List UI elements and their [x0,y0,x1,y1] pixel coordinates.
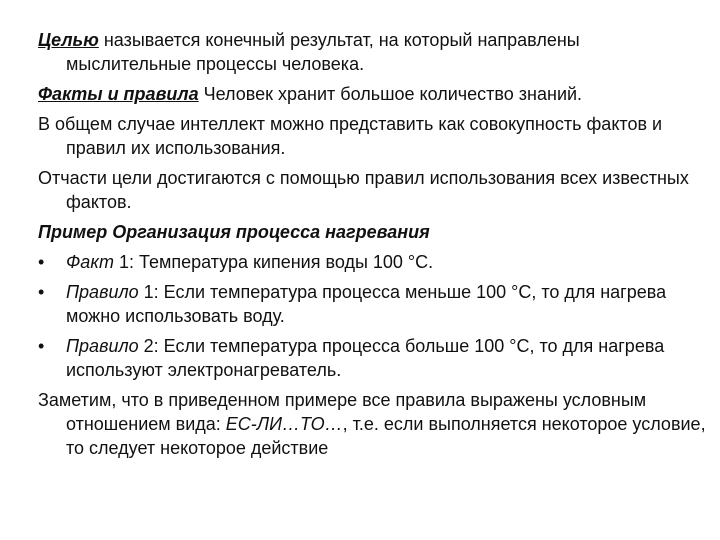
bullet-term: Правило [66,336,139,356]
bullet-marker: • [38,252,45,272]
facts-rules-text: Человек хранит большое количество знаний. [198,84,583,104]
bullet-rule-2 [38,334,708,382]
goals-achieved-text: Отчасти цели достигаются с помощью правил использования всех известных фактов. [38,168,689,212]
slide-content [38,28,708,466]
closing-text-before: Заметим, что в приведенном примере все правила выражены условным отношением вида: [38,390,647,434]
facts-rules-term: Факты и правила [38,84,199,104]
bullet-text: 2: Если температура процесса больше 100 °С, то для нагрева используют электронагреватель. [66,336,665,380]
goal-text: называется конечный результат, на который направлены мыслительные процессы человека. [66,30,580,74]
bullet-term: Факт [66,252,115,272]
intellect-paragraph [38,112,708,160]
intellect-text: В общем случае интеллект можно представить как совокупность фактов и правил их использования. [38,114,663,158]
bullet-text: 1: Температура кипения воды 100 °С. [114,252,434,272]
goal-term: Целью [38,30,99,50]
bullet-fact-1 [38,250,708,274]
closing-text-after: , т.е. если выполняется некоторое условие, то следует некоторое действие [66,414,706,458]
example-heading-text: Пример Организация процесса нагревания [38,222,430,242]
closing-paragraph [38,388,708,460]
example-heading [38,220,708,244]
bullet-rule-1 [38,280,708,328]
facts-rules-paragraph [38,82,708,106]
bullet-marker: • [38,336,45,356]
goals-achieved-paragraph [38,166,708,214]
goal-definition [38,28,708,76]
bullet-marker: • [38,282,45,302]
bullet-term: Правило [66,282,139,302]
closing-italic: ЕС-ЛИ…ТО… [225,414,343,434]
bullet-text: 1: Если температура процесса меньше 100 °С, то для нагрева можно использовать воду. [66,282,667,326]
